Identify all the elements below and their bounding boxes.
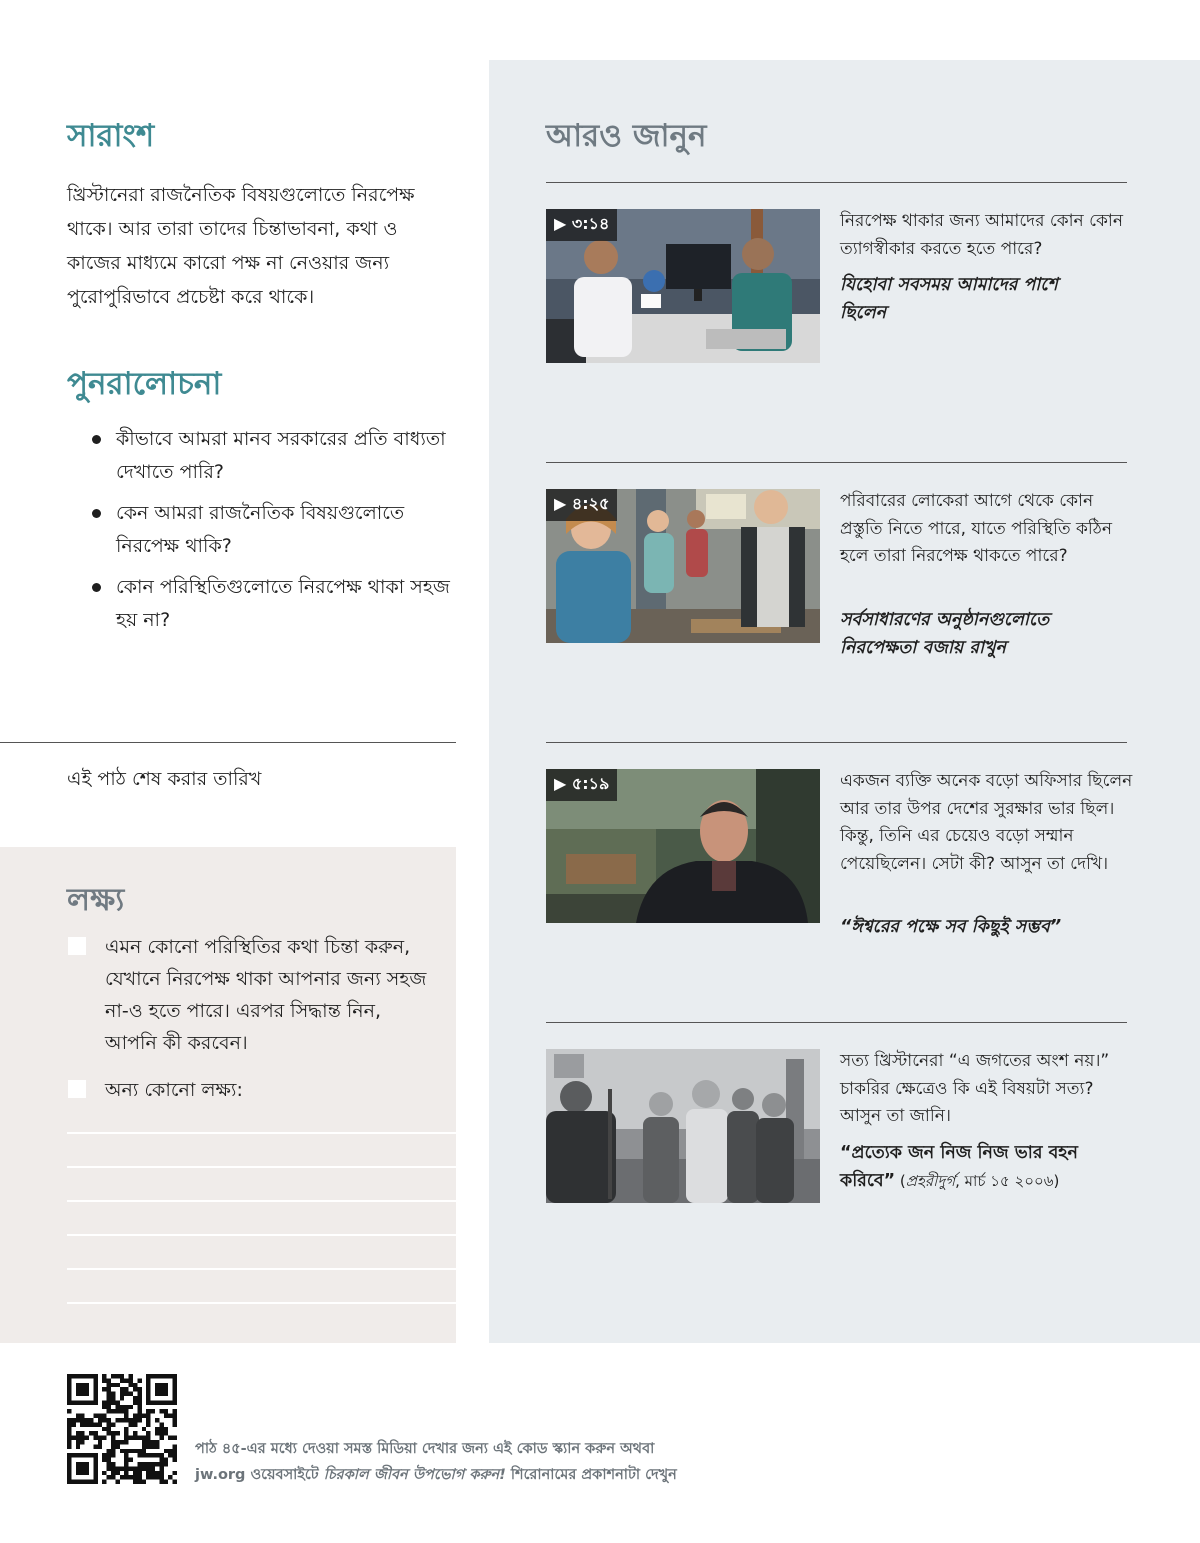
review-item-text: কেন আমরা রাজনৈতিক বিষয়গুলোতে নিরপেক্ষ থাকি? xyxy=(116,502,405,557)
review-list xyxy=(90,423,450,645)
divider xyxy=(546,1022,1127,1023)
article-citation-open: ( xyxy=(895,1172,906,1190)
writing-line[interactable] xyxy=(67,1200,456,1202)
footer-publication: চিরকাল জীবন উপভোগ করুন! xyxy=(323,1467,506,1483)
video-title[interactable]: “ঈশ্বরের পক্ষে সব কিছুই সম্ভব” xyxy=(840,917,1062,937)
article-source: প্রহরীদুর্গ xyxy=(905,1172,956,1190)
article-citation-rest: , মার্চ ১৫ ২০০৬) xyxy=(955,1172,1060,1190)
divider xyxy=(546,182,1127,183)
completion-date-label: এই পাঠ শেষ করার তারিখ xyxy=(67,768,262,790)
summary-heading: সারাংশ xyxy=(67,118,155,154)
writing-line[interactable] xyxy=(67,1302,456,1304)
bullet-icon xyxy=(92,583,101,592)
divider xyxy=(0,742,456,743)
video-duration: ▶ ৩:১৪ xyxy=(546,209,617,241)
video-description: নিরপেক্ষ থাকার জন্য আমাদের কোন কোন ত্যাগস্বীকার করতে হতে পারে? xyxy=(840,211,1123,259)
video-thumbnail-officer[interactable] xyxy=(546,769,820,923)
video-title[interactable]: যিহোবা সবসময় আমাদের পাশে ছিলেন xyxy=(840,275,1058,323)
goal-item-other[interactable] xyxy=(68,1074,438,1106)
footer-line2-a: jw.org ওয়েবসাইটে xyxy=(195,1467,324,1483)
review-item-text: কোন পরিস্থিতিগুলোতে নিরপেক্ষ থাকা সহজ হয় না? xyxy=(116,576,450,631)
video-description: একজন ব্যক্তি অনেক বড়ো অফিসার ছিলেন আর তার উপর দেশের সুরক্ষার ভার ছিল। কিন্তু, তিনি এর চেয়েও বড়ো সম্মান পেয়েছিলেন। সেটা কী? আসুন তা দেখি। xyxy=(840,771,1133,874)
writing-line[interactable] xyxy=(67,1132,456,1134)
divider xyxy=(546,462,1127,463)
video-description: পরিবারের লোকেরা আগে থেকে কোন প্রস্তুতি নিতে পারে, যাতে পরিস্থিতি কঠিন হলে তারা নিরপেক্ষ থাকতে পারে? xyxy=(840,491,1112,566)
footer-text xyxy=(195,1436,895,1488)
review-item xyxy=(90,571,450,637)
footer-line2-b: শিরোনামের প্রকাশনাটা দেখুন xyxy=(505,1467,677,1483)
bullet-icon xyxy=(92,435,101,444)
bullet-icon xyxy=(92,509,101,518)
writing-line[interactable] xyxy=(67,1268,456,1270)
article-description: সত্য খ্রিস্টানেরা “এ জগতের অংশ নয়।” চাকরির ক্ষেত্রেও কি এই বিষয়টা সত্য? আসুন তা জানি। xyxy=(840,1051,1110,1126)
review-item-text: কীভাবে আমরা মানব সরকারের প্রতি বাধ্যতা দেখাতে পারি? xyxy=(116,428,446,483)
goal-text: এমন কোনো পরিস্থিতির কথা চিন্তা করুন, যেখানে নিরপেক্ষ থাকা আপনার জন্য সহজ না-ও হতে পারে। এরপর সিদ্ধান্ত নিন, আপনি কী করবেন। xyxy=(105,936,427,1054)
summary-text: খ্রিস্টানেরা রাজনৈতিক বিষয়গুলোতে নিরপেক্ষ থাকে। আর তারা তাদের চিন্তাভাবনা, কথা ও কাজের মাধ্যমে কারো পক্ষ না নেওয়ার জন্য পুরোপুরিভাবে প্রচেষ্টা করে থাকে। xyxy=(67,184,415,308)
writing-line[interactable] xyxy=(67,1166,456,1168)
writing-line[interactable] xyxy=(67,1234,456,1236)
footer-line1: পাঠ ৪৫-এর মধ্যে দেওয়া সমস্ত মিডিয়া দেখার জন্য এই কোড স্ক্যান করুন অথবা xyxy=(195,1441,655,1457)
divider xyxy=(546,742,1127,743)
article-illustration[interactable] xyxy=(546,1049,820,1203)
review-heading: পুনরালোচনা xyxy=(67,366,222,402)
ancient-court-image xyxy=(546,1049,820,1203)
review-item xyxy=(90,497,450,563)
goal-checkbox[interactable] xyxy=(68,937,86,955)
goal-text: অন্য কোনো লক্ষ্য: xyxy=(105,1079,243,1101)
article-title-line[interactable] xyxy=(840,1139,1130,1195)
goals-heading: লক্ষ্য xyxy=(67,882,125,918)
goal-checkbox[interactable] xyxy=(68,1080,86,1098)
article-title[interactable]: “প্রত্যেক জন নিজ নিজ ভার বহন করিবে” xyxy=(840,1143,1078,1191)
learn-more-heading: আরও জানুন xyxy=(546,118,707,154)
video-thumbnail-office[interactable] xyxy=(546,209,820,363)
goal-item[interactable] xyxy=(68,931,438,1059)
video-duration: ▶ ৫:১৯ xyxy=(546,769,617,801)
qr-code-icon[interactable] xyxy=(67,1374,177,1484)
review-item xyxy=(90,423,450,489)
video-duration: ▶ ৪:২৫ xyxy=(546,489,617,521)
video-thumbnail-classroom[interactable] xyxy=(546,489,820,643)
video-title[interactable]: সর্বসাধারণের অনুষ্ঠানগুলোতে নিরপেক্ষতা বজায় রাখুন xyxy=(840,610,1050,658)
